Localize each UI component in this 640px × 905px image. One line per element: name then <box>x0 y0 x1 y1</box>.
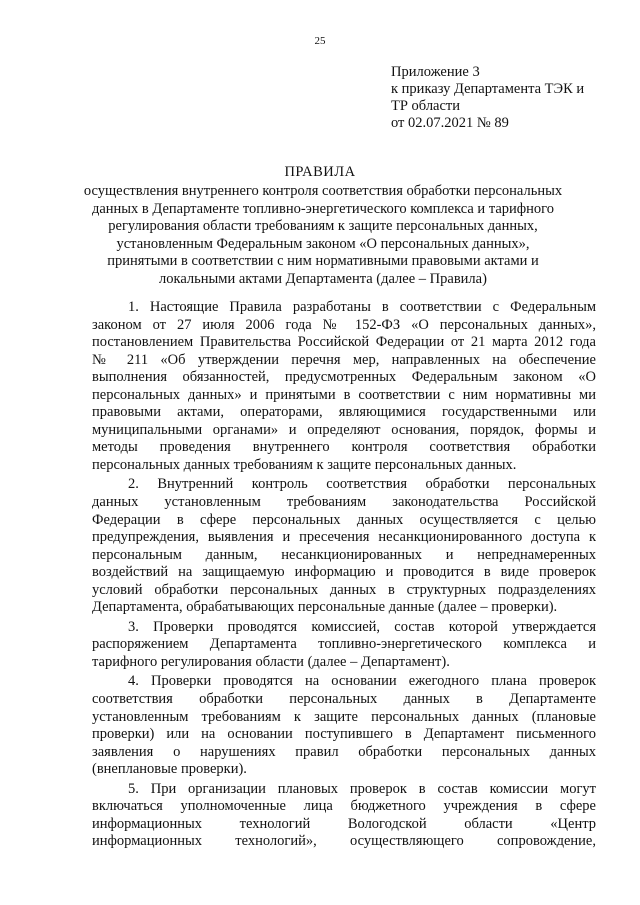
appendix-line: от 02.07.2021 № 89 <box>391 115 509 131</box>
paragraph-line: № 211 «Об утверждении перечня мер, направленных на обеспечение <box>92 351 596 368</box>
paragraph-line: постановлением Правительства Российской Федерации от 21 марта 2012 года <box>92 334 596 351</box>
paragraph-line: персональных данных требованиям к защите персональных данных. <box>92 456 517 473</box>
paragraph-line: персональных данных» и принятыми в соответствии с ним нормативны ми <box>92 386 596 403</box>
paragraph-line: методы проведения внутреннего контроля соответствия обработки <box>92 439 596 456</box>
subtitle-line: установленным Федеральным законом «О персональных данных», <box>116 235 530 252</box>
paragraph-line: 5. При организации плановых проверок в состав комиссии могут <box>128 780 596 797</box>
paragraph-1 <box>92 299 596 474</box>
paragraph-line: персональным данным, несанкционированных и непреднамеренных <box>92 546 596 563</box>
appendix-block <box>391 64 584 132</box>
paragraph-line: муниципальными органами» и определяют основания, порядок, формы и <box>92 421 596 438</box>
subtitle-line: осуществления внутреннего контроля соответствия обработки персональных <box>83 183 563 199</box>
document-subtitle <box>80 183 566 289</box>
paragraph-line: выполнения обязанностей, предусмотренных Федеральным законом «О <box>92 369 596 386</box>
appendix-line: к приказу Департамента ТЭК и <box>391 81 585 97</box>
subtitle-line: принятыми в соответствии с ним нормативными правовыми актами и <box>107 253 539 270</box>
appendix-line: ТР области <box>391 98 461 114</box>
paragraph-line: правовыми актами, операторами, являющимися государственными или <box>92 404 596 421</box>
document-body <box>92 299 596 853</box>
paragraph-2 <box>92 476 596 616</box>
document-title: ПРАВИЛА <box>284 164 356 180</box>
paragraph-line: установленным требованиям к защите персональных данных (плановые <box>92 708 596 725</box>
paragraph-line: 2. Внутренний контроль соответствия обработки персональных <box>128 476 596 493</box>
paragraph-line: информационных технологий», осуществляющего сопровождение, <box>92 833 596 850</box>
paragraph-line: распоряжением Департамента топливно-энергетического комплекса и <box>92 636 596 653</box>
subtitle-line: регулирования области требованиям к защите персональных данных, <box>108 218 538 235</box>
paragraph-line: информационных технологий Вологодской области «Центр <box>92 815 596 832</box>
paragraph-line: Департамента, обрабатывающих персональные данные (далее – проверки). <box>92 599 558 616</box>
paragraph-line: соответствия обработки персональных данных в Департаменте <box>92 691 596 708</box>
paragraph-3 <box>92 619 596 672</box>
paragraph-line: тарифного регулирования области (далее – Департамент). <box>92 653 450 670</box>
paragraph-line: заявления о нарушениях правил обработки персональных данных <box>92 743 596 760</box>
paragraph-line: включаться уполномоченные лица бюджетного учреждения в сфере <box>92 798 596 815</box>
paragraph-line: законом от 27 июля 2006 года № 152-ФЗ «О персональных данных», <box>92 316 596 333</box>
paragraph-5 <box>92 781 596 851</box>
paragraph-line: (внеплановые проверки). <box>92 761 247 778</box>
paragraph-line: Федерации в сфере персональных данных осуществляется с целью <box>92 511 596 528</box>
paragraph-line: предупреждения, выявления и пресечения несанкционированного доступа к <box>92 529 596 546</box>
subtitle-line: данных в Департаменте топливно-энергетического комплекса и тарифного <box>91 200 555 217</box>
appendix-line: Приложение 3 <box>391 64 480 80</box>
page-number: 25 <box>314 35 326 47</box>
paragraph-line: данных установленным требованиям законодательства Российской <box>92 494 596 511</box>
paragraph-line: 1. Настоящие Правила разработаны в соответствии с Федеральным <box>128 299 596 315</box>
paragraph-line: проверки) или на основании поступившего в Департамент письменного <box>92 726 596 743</box>
paragraph-line: 4. Проверки проводятся на основании ежегодного плана проверок <box>128 673 596 690</box>
paragraph-line: воздействий на защищаемую информацию и проводится в виде проверок <box>92 564 596 581</box>
paragraph-line: 3. Проверки проводятся комиссией, состав которой утверждается <box>128 618 596 635</box>
paragraph-4 <box>92 673 596 778</box>
subtitle-line: локальными актами Департамента (далее – Правила) <box>159 270 487 287</box>
paragraph-line: условий обработки персональных данных в структурных подразделениях <box>92 581 596 598</box>
